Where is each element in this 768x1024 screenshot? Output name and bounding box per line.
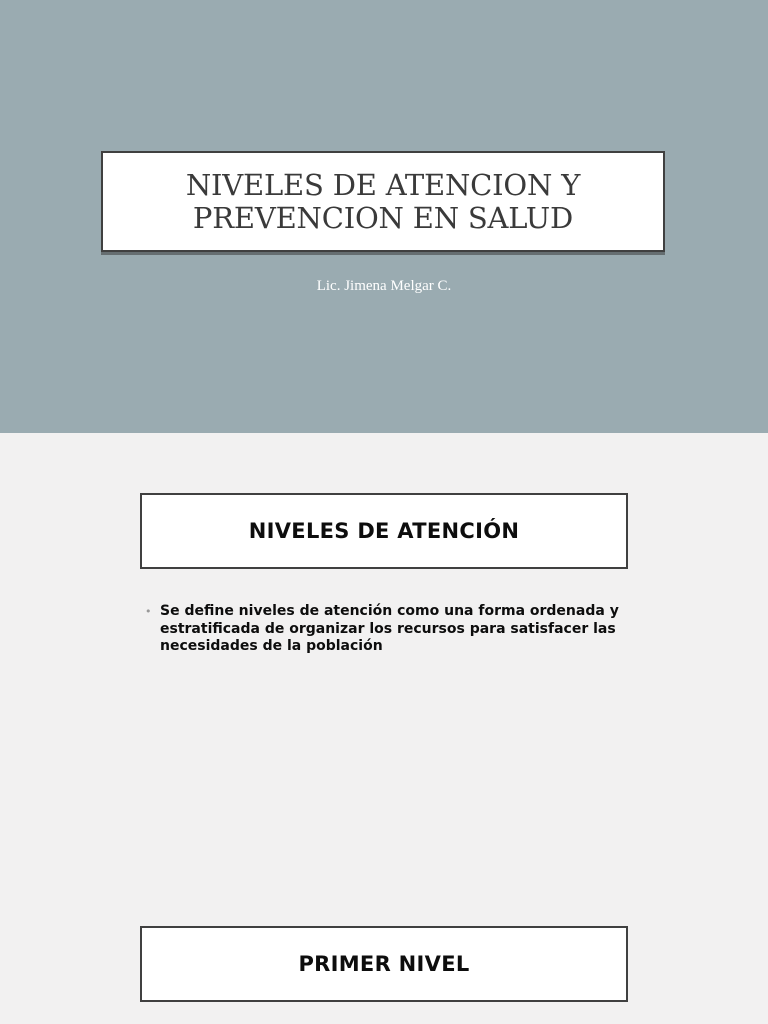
next-heading-box [140,926,628,1002]
title-slide [0,0,768,433]
content-slide [0,433,768,1024]
section-heading: NIVELES DE ATENCIÓN [248,519,520,543]
heading-box [140,493,628,569]
bullet-text: Se define niveles de atención como una forma ordenada y estratificada de organizar los recursos para satisfacer las necesidades de la población [160,603,619,654]
bullet-item [145,603,625,656]
bullet-icon: • [145,605,152,618]
slide-title-line-1: NIVELES DE ATENCION Y [185,167,581,202]
slide-subtitle: Lic. Jimena Melgar C. [316,278,452,294]
title-box [101,151,665,252]
next-section-heading: PRIMER NIVEL [298,952,470,976]
slide-title-line-2: PREVENCION EN SALUD [192,200,574,235]
slide-title [186,169,580,235]
